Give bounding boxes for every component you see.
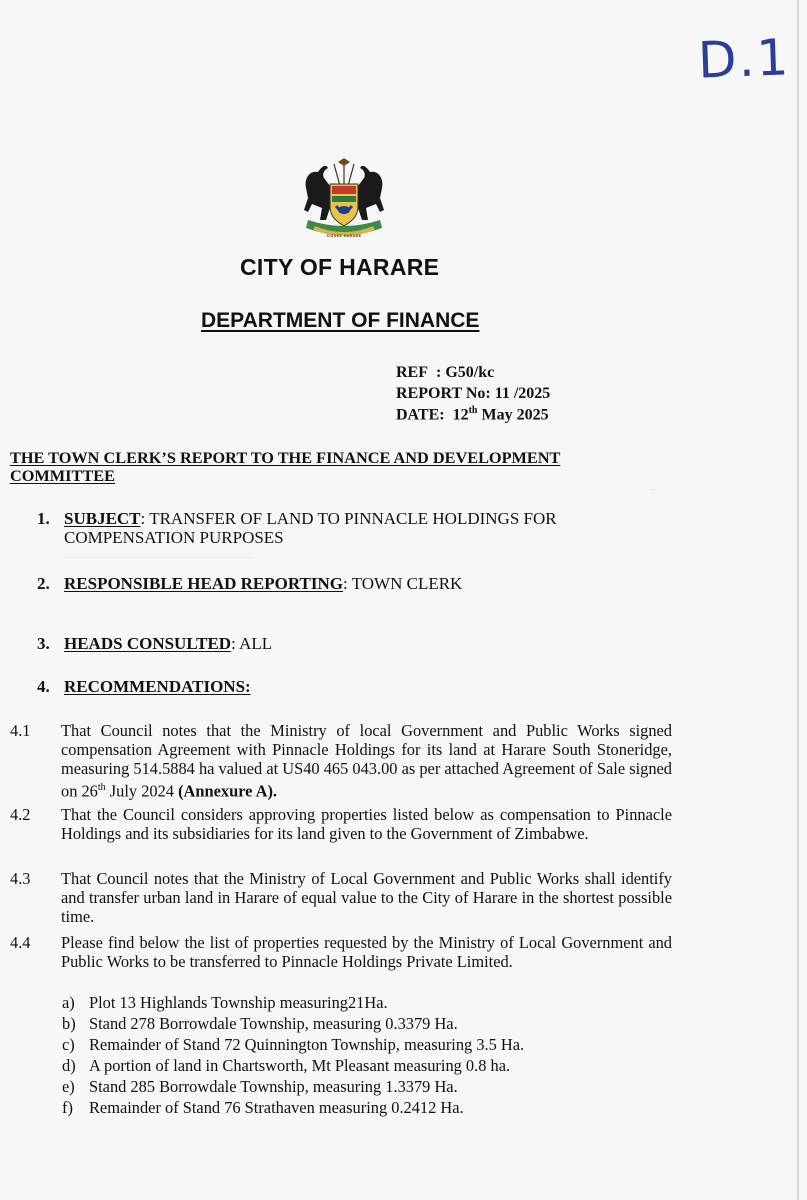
ref-line [396, 364, 494, 382]
paragraph-text: That Council notes that the Ministry of local Government and Public Works signed compensation Agreement with Pinnacle Holdings for its land at Harare South Stoneridge, measuring 514.5884 ha valued at US40 465 043.00 as per attached Agreement of Sale signed on 26 [61, 721, 672, 801]
scan-faint-line [64, 557, 254, 558]
list-letter: f) [62, 1098, 73, 1117]
city-of-harare-crest-icon [300, 158, 388, 240]
paragraph-number: 4.2 [10, 805, 31, 824]
city-title: CITY OF HARARE [240, 254, 440, 280]
list-letter: b) [62, 1014, 76, 1033]
page-edge [797, 0, 799, 1200]
handwritten-mark: D.1 [697, 28, 792, 90]
paragraph-4-3 [10, 869, 672, 926]
list-letter: d) [62, 1056, 76, 1075]
date-line [396, 405, 549, 424]
crest-motto: SIZVEZ HARARE [326, 234, 362, 238]
list-item [62, 1014, 458, 1034]
section-heading: HEADS CONSULTED [64, 634, 232, 653]
report-label: REPORT No: [396, 385, 491, 402]
list-text: A portion of land in Chartsworth, Mt Pleasant measuring 0.8 ha. [89, 1056, 511, 1075]
list-text: Remainder of Stand 72 Quinnington Township, measuring 3.5 Ha. [89, 1035, 525, 1054]
paragraph-text: That Council notes that the Ministry of Local Government and Public Works shall identify and transfer urban land in Harare of equal value to the City of Harare in the shortest possible time. [61, 869, 672, 926]
section-number: 1. [37, 509, 50, 528]
date-rest: May 2025 [481, 406, 549, 424]
list-text: Remainder of Stand 76 Strathaven measuring 0.2412 Ha. [89, 1098, 464, 1117]
section-recommendations [0, 677, 807, 699]
list-item [62, 1035, 524, 1055]
paragraph-number: 4.1 [10, 721, 31, 740]
date-day: 12 [452, 406, 469, 424]
list-item [62, 1098, 464, 1118]
report-number-line [396, 385, 550, 403]
section-number: 3. [37, 634, 50, 653]
date-suffix: th [468, 405, 478, 416]
list-text: Stand 285 Borrowdale Township, measuring 1.3379 Ha. [89, 1077, 458, 1096]
section-subject [0, 509, 807, 549]
list-item [62, 993, 388, 1013]
report-value: 11 /2025 [494, 385, 551, 402]
responsible-head-text: : TOWN CLERK [343, 574, 463, 593]
section-heads-consulted [0, 634, 807, 656]
crest-bird [338, 158, 350, 166]
list-text: Plot 13 Highlands Township measuring21Ha. [89, 993, 388, 1012]
left-sable-antelope [304, 166, 330, 220]
section-responsible-head [0, 574, 807, 596]
list-letter: c) [62, 1035, 75, 1054]
subject-text-line-2: COMPENSATION PURPOSES [64, 528, 284, 547]
report-title [10, 449, 560, 485]
paragraph-4-2 [10, 805, 672, 843]
date-label: DATE: [396, 406, 445, 424]
paragraph-4-4 [10, 933, 672, 971]
department-title: DEPARTMENT OF FINANCE [201, 309, 480, 332]
paragraph-text: Please find below the list of properties requested by the Ministry of Local Government and Public Works to be transferred to Pinnacle Holdings Private Limited. [61, 933, 672, 971]
right-sable-antelope [358, 166, 384, 220]
report-title-line-1: THE TOWN CLERK’S REPORT TO THE FINANCE AND DEVELOPMENT [10, 448, 561, 467]
paragraph-text: That the Council considers approving properties listed below as compensation to Pinnacle Holdings and its subsidiaries for its land given to the Government of Zimbabwe. [61, 805, 672, 843]
paragraph-number: 4.3 [10, 869, 31, 888]
paragraph-4-1 [10, 721, 672, 800]
ref-value: : G50/kc [436, 364, 495, 381]
section-heading: SUBJECT [64, 509, 141, 528]
scan-speck [650, 489, 656, 490]
report-title-line-2: COMMITTEE [10, 466, 115, 485]
list-item [62, 1056, 510, 1076]
section-heading: RESPONSIBLE HEAD REPORTING [64, 574, 344, 593]
ref-label: REF [396, 364, 428, 381]
paragraph-sup: th [97, 782, 106, 793]
annexure-reference: (Annexure A). [178, 781, 278, 801]
paragraph-text-after: July 2024 [105, 781, 179, 801]
section-number: 2. [37, 574, 50, 593]
subject-text-line-1: : TRANSFER OF LAND TO PINNACLE HOLDINGS FOR [140, 509, 557, 528]
section-number: 4. [37, 677, 50, 696]
list-text: Stand 278 Borrowdale Township, measuring 0.3379 Ha. [89, 1014, 458, 1033]
list-letter: e) [62, 1077, 75, 1096]
list-letter: a) [62, 993, 75, 1012]
list-item [62, 1077, 458, 1097]
section-heading: RECOMMENDATIONS: [64, 677, 251, 696]
heads-consulted-text: : ALL [231, 634, 273, 653]
paragraph-number: 4.4 [10, 933, 31, 952]
